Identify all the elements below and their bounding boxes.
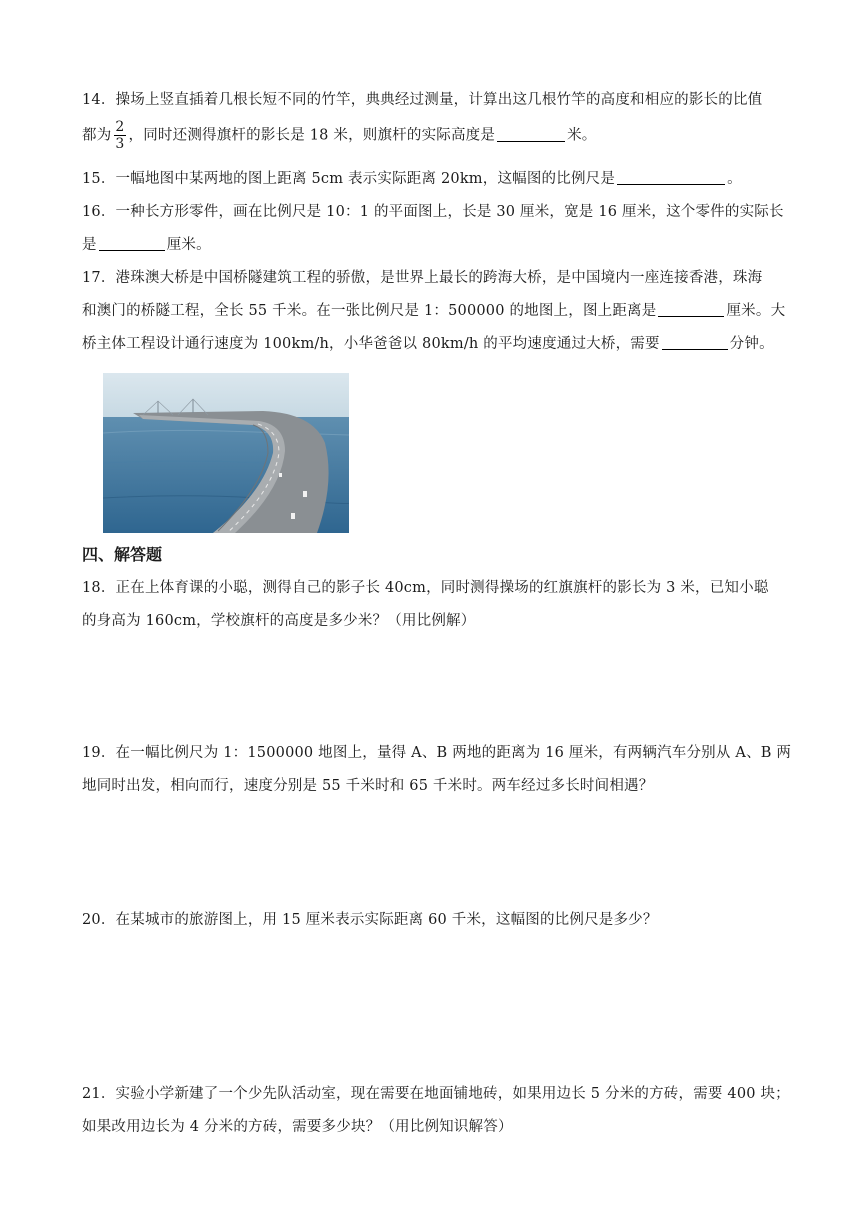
answer-blank[interactable] bbox=[617, 166, 725, 185]
question-19: 19．在一幅比例尺为 1：1500000 地图上，量得 A、B 两地的距离为 16 厘米，有两辆汽车分别从 A、B 两 地同时出发，相向而行，速度分别是 55 千米时和 65 千米时。两车经过多长时间相遇？ bbox=[82, 745, 792, 794]
answer-blank[interactable] bbox=[99, 232, 165, 251]
question-20: 20．在某城市的旅游图上，用 15 厘米表示实际距离 60 千米，这幅图的比例尺是多少？ bbox=[82, 912, 658, 928]
bridge-photo-image bbox=[103, 373, 349, 533]
question-21: 21．实验小学新建了一个少先队活动室，现在需要在地面铺地砖，如果用边长 5 分米的方砖，需要 400 块； 如果改用边长为 4 分米的方砖，需要多少块？（用比例知识解答） bbox=[82, 1086, 790, 1135]
fraction-two-thirds: $\frac{2}{3}$ bbox=[115, 119, 125, 152]
question-17: 17．港珠澳大桥是中国桥隧建筑工程的骄傲，是世界上最长的跨海大桥，是中国境内一座连接香港，珠海 和澳门的桥隧工程，全长 55 千米。在一张比例尺是 1：500000 的地图上，图上距离是 厘米。大 桥主体工程设计通行速度为 100km/h，小华爸爸以 80km/h 的平均速度通过大桥，需要 分钟。 bbox=[82, 270, 786, 352]
section-heading: 四、解答题 bbox=[82, 545, 163, 564]
answer-blank[interactable] bbox=[497, 123, 565, 142]
answer-blank[interactable] bbox=[658, 298, 724, 317]
question-14 bbox=[82, 84, 812, 153]
question-15: 15．一幅地图中某两地的图上距离 5cm 表示实际距离 20km，这幅图的比例尺是 。 bbox=[82, 163, 812, 196]
question-14-line-2: 都为 $\frac{2}{3}$ ，同时还测得旗杆的影长是 18 米，则旗杆的实际高度是 米。 bbox=[82, 119, 597, 152]
answer-blank[interactable] bbox=[662, 331, 728, 350]
question-14-line-1: 14．操场上竖直插着几根长短不同的竹竿，典典经过测量，计算出这几根竹竿的高度和相应的影长的比值 bbox=[82, 92, 763, 108]
question-16: 16．一种长方形零件，画在比例尺是 10：1 的平面图上，长是 30 厘米，宽是 16 厘米，这个零件的实际长 是 厘米。 bbox=[82, 204, 784, 253]
question-18: 18．正在上体育课的小聪，测得自己的影子长 40cm，同时测得操场的红旗旗杆的影长为 3 米，已知小聪 的身高为 160cm，学校旗杆的高度是多少米？（用比例解） bbox=[82, 580, 769, 629]
bridge-photo bbox=[103, 373, 349, 533]
